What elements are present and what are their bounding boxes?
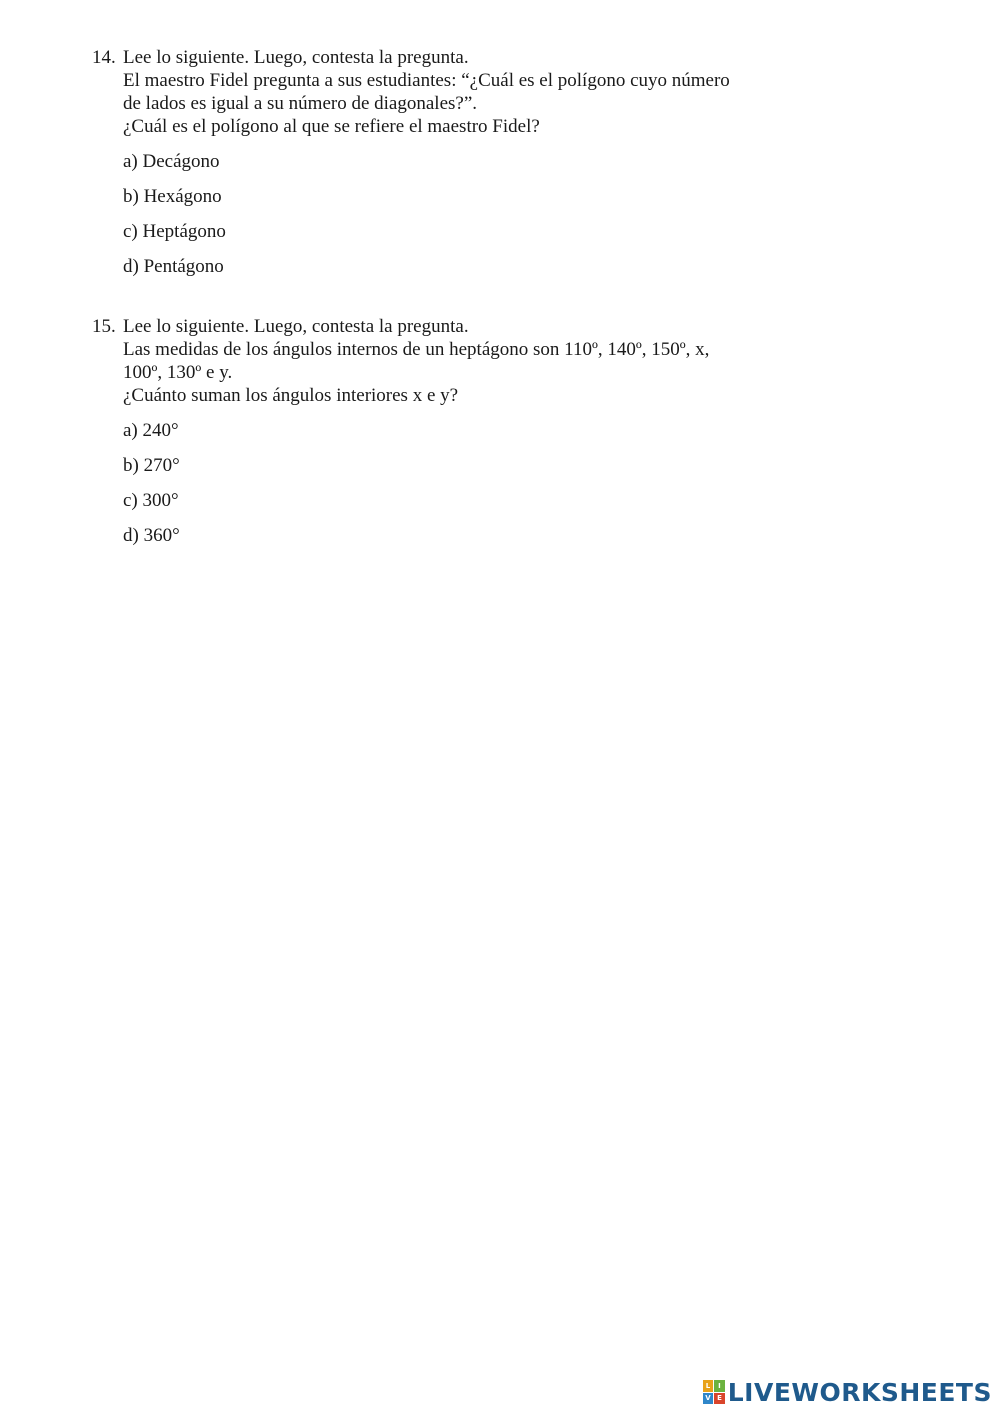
answer-options	[123, 419, 792, 547]
question-number: 14.	[92, 47, 116, 68]
question-header	[92, 46, 792, 138]
question-line: Las medidas de los ángulos internos de un heptágono son 110º, 140º, 150º, x,	[123, 339, 710, 360]
question-line: de lados es igual a su número de diagonales?”.	[123, 93, 478, 114]
question-15	[92, 315, 792, 559]
question-line: Lee lo siguiente. Luego, contesta la pregunta.	[123, 316, 469, 337]
answer-option-a[interactable]: a) 240°	[123, 420, 179, 441]
question-line: El maestro Fidel pregunta a sus estudiantes: “¿Cuál es el polígono cuyo número	[123, 70, 730, 91]
answer-option-b[interactable]: b) Hexágono	[123, 186, 222, 207]
question-number: 15.	[92, 316, 116, 337]
logo-badge-letter: L	[703, 1380, 714, 1392]
answer-option-a[interactable]: a) Decágono	[123, 151, 220, 172]
logo-badge-icon	[703, 1380, 725, 1404]
logo-text: LIVEWORKSHEETS	[727, 1377, 992, 1407]
answer-option-d[interactable]: d) 360°	[123, 525, 180, 546]
answer-option-d[interactable]: d) Pentágono	[123, 256, 224, 277]
logo-badge-letter: V	[703, 1393, 714, 1405]
answer-options	[123, 150, 792, 278]
liveworksheets-logo	[703, 1375, 992, 1409]
question-line: ¿Cuál es el polígono al que se refiere el maestro Fidel?	[123, 116, 540, 137]
logo-badge-letter: E	[714, 1393, 725, 1405]
question-line: 100º, 130º e y.	[123, 362, 233, 383]
question-header	[92, 315, 792, 407]
question-line: ¿Cuánto suman los ángulos interiores x e y?	[123, 385, 459, 406]
question-text	[123, 46, 792, 138]
question-14	[92, 46, 792, 290]
logo-badge-letter: I	[714, 1380, 725, 1392]
answer-option-b[interactable]: b) 270°	[123, 455, 180, 476]
question-line: Lee lo siguiente. Luego, contesta la pregunta.	[123, 47, 469, 68]
answer-option-c[interactable]: c) Heptágono	[123, 221, 226, 242]
question-text	[123, 315, 792, 407]
answer-option-c[interactable]: c) 300°	[123, 490, 179, 511]
